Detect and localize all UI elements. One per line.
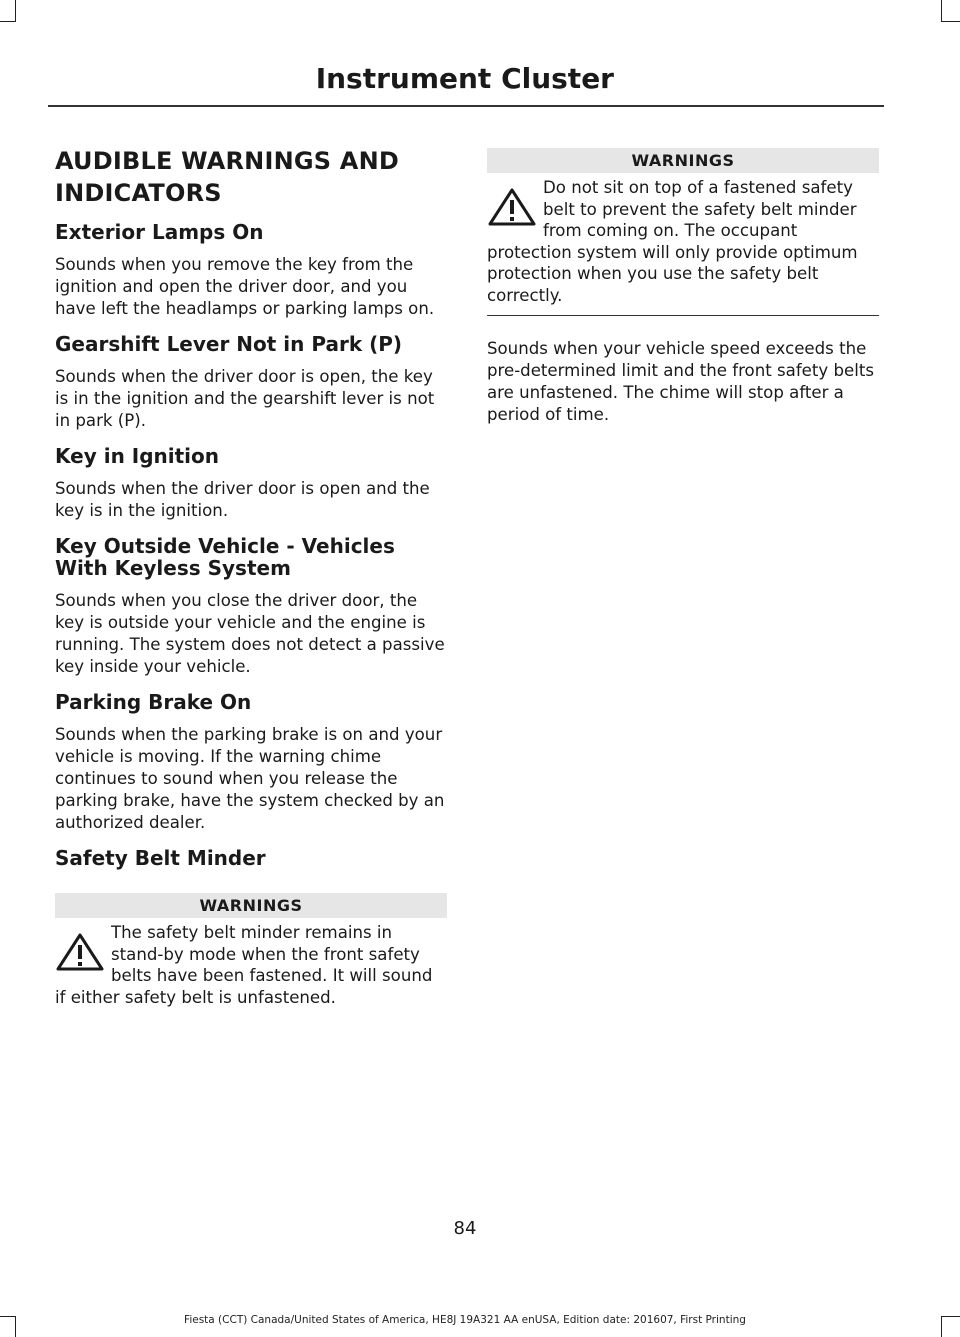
footer-text: Fiesta (CCT) Canada/United States of America, HE8J 19A321 AA enUSA, Edition date: 201607, First Printing [184,1314,746,1326]
crop-mark [941,21,960,22]
warning-label: WARNINGS [487,148,879,173]
header-rule [48,105,884,107]
warning-label: WARNINGS [55,893,447,918]
main-heading: AUDIBLE WARNINGS AND INDICATORS [55,147,399,207]
paragraph: Sounds when your vehicle speed exceeds the pre-determined limit and the front safety belts are unfastened. The chime will stop after a period of time. [487,339,874,424]
section-text: Sounds when you close the driver door, the key is outside your vehicle and the engine is running. The system does not detect a passive key inside your vehicle. [55,591,445,676]
section-text: Sounds when the parking brake is on and your vehicle is moving. If the warning chime continues to sound when you release the parking brake, have the system checked by an authorized dealer. [55,725,445,832]
crop-mark [941,1316,960,1317]
warning-triangle-icon [487,187,537,227]
section-heading: Exterior Lamps On [55,220,264,244]
warning-triangle-icon [55,932,105,972]
crop-mark [941,1316,942,1337]
left-column [55,145,447,1008]
warning-text: The safety belt minder remains in stand-by mode when the front safety belts have been fastened. It will sound if either safety belt is unfastened. [55,923,433,1007]
section-heading: Key in Ignition [55,444,220,468]
warning-text: Do not sit on top of a fastened safety belt to prevent the safety belt minder from coming on. The occupant protection system will only provide optimum protection when you use the safety belt correctly. [487,178,858,305]
section-heading: Parking Brake On [55,690,252,714]
page-number: 84 [453,1218,477,1239]
warning-box [55,893,447,1008]
section-text: Sounds when you remove the key from the ignition and open the driver door, and you have left the headlamps or parking lamps on. [55,255,435,318]
warning-rule [487,315,879,316]
section-text: Sounds when the driver door is open, the key is in the ignition and the gearshift lever is not in park (P). [55,367,435,430]
section-text: Sounds when the driver door is open and the key is in the ignition. [55,479,430,520]
warning-body [55,922,447,1008]
crop-mark [15,0,16,22]
crop-mark [941,0,942,22]
section-heading: Key Outside Vehicle - Vehicles With Keyless System [55,534,395,580]
page-header-title: Instrument Cluster [315,62,614,95]
warning-body [487,177,879,306]
section-heading: Safety Belt Minder [55,846,266,870]
crop-mark [0,21,16,22]
section-heading: Gearshift Lever Not in Park (P) [55,332,403,356]
right-column [487,145,879,439]
warning-box [487,148,879,316]
